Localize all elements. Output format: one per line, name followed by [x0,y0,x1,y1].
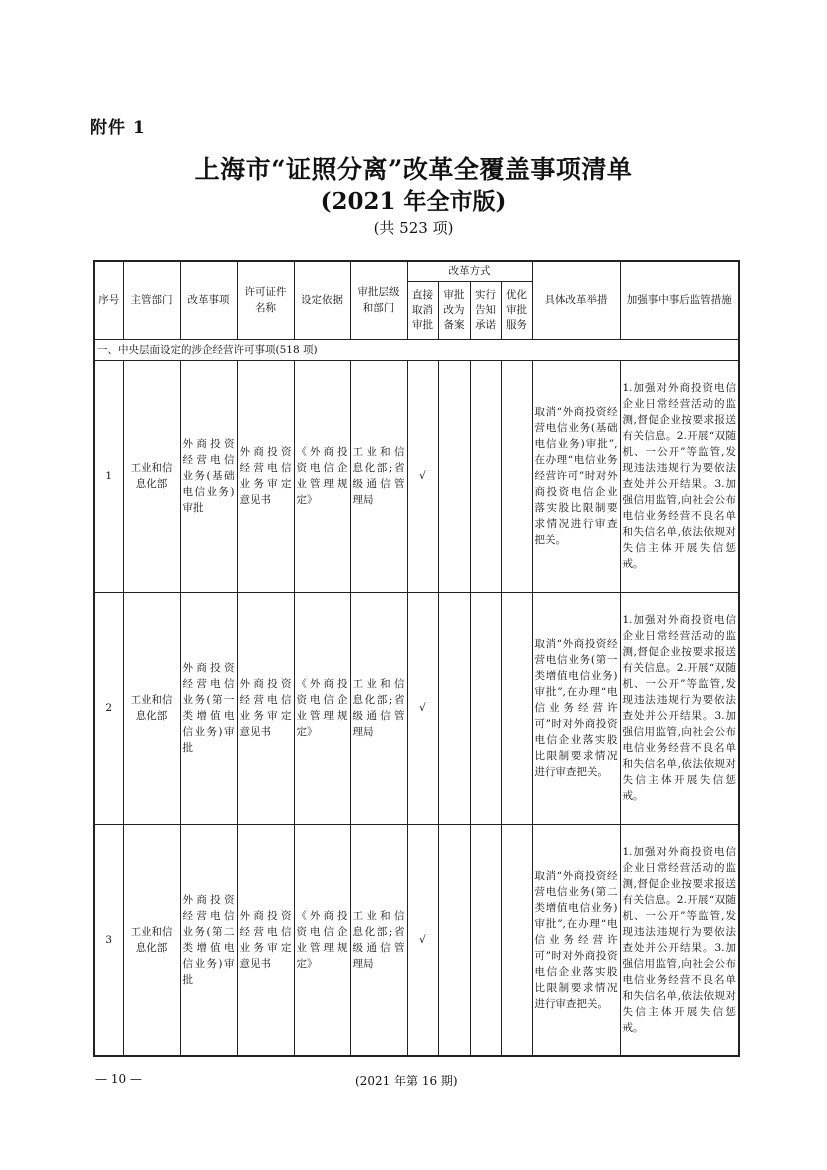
row-measures: 取消“外商投资经营电信业务(第一类增值电信业务)审批”,在办理“电信业务经营许可”时对外商投资电信企业落实股比限制要求情况进行审查把关。 [532,592,620,824]
row-seq: 1 [94,360,123,592]
row-measures: 取消“外商投资经营电信业务(基础电信业务)审批”,在办理“电信业务经营许可”时对外商投资电信企业落实股比限制要求情况进行审查把关。 [532,360,620,592]
reform-items-table [93,260,740,1057]
table-row [94,592,739,824]
row-m2 [438,360,470,592]
header-m4: 优化审批服务 [501,281,532,339]
row-m1: √ [407,824,438,1056]
table-row [94,360,739,592]
row-dept: 工业和信息化部 [123,824,180,1056]
row-basis: 《外商投资电信企业管理规定》 [294,824,350,1056]
header-method-group: 改革方式 [407,261,532,281]
header-m2: 审批改为备案 [438,281,470,339]
row-item: 外商投资经营电信业务(基础电信业务)审批 [180,360,237,592]
row-level: 工业和信息化部;省级通信管理局 [350,592,407,824]
header-measures: 具体改革举措 [532,261,620,339]
document-subtitle: (2021 年全市版) [320,188,507,215]
header-m1: 直接取消审批 [407,281,438,339]
document-title: 上海市“证照分离”改革全覆盖事项清单 [194,155,633,184]
row-m4 [501,592,532,824]
row-level: 工业和信息化部;省级通信管理局 [350,360,407,592]
row-m2 [438,592,470,824]
row-item: 外商投资经营电信业务(第二类增值电信业务)审批 [180,824,237,1056]
section-title: 一、中央层面设定的涉企经营许可事项(518 项) [94,339,739,360]
row-measures: 取消“外商投资经营电信业务(第二类增值电信业务)审批”,在办理“电信业务经营许可”时对外商投资电信企业落实股比限制要求情况进行审查把关。 [532,824,620,1056]
row-dept: 工业和信息化部 [123,360,180,592]
row-basis: 《外商投资电信企业管理规定》 [294,360,350,592]
row-m3 [470,592,501,824]
header-basis: 设定依据 [294,261,350,339]
row-basis: 《外商投资电信企业管理规定》 [294,592,350,824]
row-seq: 3 [94,824,123,1056]
row-item: 外商投资经营电信业务(第一类增值电信业务)审批 [180,592,237,824]
header-supervision: 加强事中事后监管措施 [620,261,739,339]
header-seq: 序号 [94,261,123,339]
row-m3 [470,824,501,1056]
row-seq: 2 [94,592,123,824]
row-dept: 工业和信息化部 [123,592,180,824]
header-dept: 主管部门 [123,261,180,339]
row-m4 [501,360,532,592]
row-license: 外商投资经营电信业务审定意见书 [237,592,294,824]
row-m1: √ [407,360,438,592]
table-row [94,824,739,1056]
header-level: 审批层级和部门 [350,261,407,339]
header-license: 许可证件名称 [237,261,294,339]
header-m3: 实行告知承诺 [470,281,501,339]
row-license: 外商投资经营电信业务审定意见书 [237,360,294,592]
attachment-label: 附件 1 [90,118,146,138]
row-m3 [470,360,501,592]
row-supervision: 1.加强对外商投资电信企业日常经营活动的监测,督促企业按要求报送有关信息。2.开展“双随机、一公开”等监管,发现违法违规行为要依法查处并公开结果。3.加强信用监管,向社会公布电信业务经营不良名单和失信名单,依法依规对失信主体开展失信惩戒。 [620,592,739,824]
row-supervision: 1.加强对外商投资电信企业日常经营活动的监测,督促企业按要求报送有关信息。2.开展“双随机、一公开”等监管,发现违法违规行为要依法查处并公开结果。3.加强信用监管,向社会公布电信业务经营不良名单和失信名单,依法依规对失信主体开展失信惩戒。 [620,824,739,1056]
row-m1: √ [407,592,438,824]
row-level: 工业和信息化部;省级通信管理局 [350,824,407,1056]
row-m2 [438,824,470,1056]
header-item: 改革事项 [180,261,237,339]
page-number: — 10 — [95,1072,142,1086]
item-count: (共 523 项) [373,219,454,237]
issue-label: (2021 年第 16 期) [355,1074,458,1088]
row-license: 外商投资经营电信业务审定意见书 [237,824,294,1056]
row-supervision: 1.加强对外商投资电信企业日常经营活动的监测,督促企业按要求报送有关信息。2.开展“双随机、一公开”等监管,发现违法违规行为要依法查处并公开结果。3.加强信用监管,向社会公布电信业务经营不良名单和失信名单,依法依规对失信主体开展失信惩戒。 [620,360,739,592]
row-m4 [501,824,532,1056]
